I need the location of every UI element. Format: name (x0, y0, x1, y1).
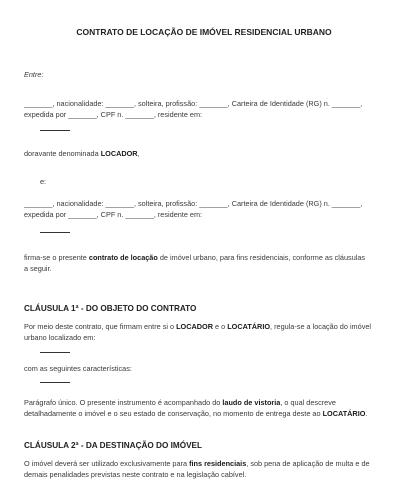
caracteristicas-text: com as seguintes características: (24, 364, 132, 373)
doravante-text: doravante denominada (24, 149, 101, 158)
paragrafo-text: Parágrafo único. O presente instrumento é acompanhado do (24, 398, 223, 407)
firma-paragraph (24, 252, 386, 274)
clause1-line2: urbano localizado em: (24, 333, 96, 342)
locatario-term: LOCATÁRIO (227, 322, 271, 331)
clause2-text-2: , sob pena de aplicação de multa e de (246, 459, 370, 468)
clause1-text: Por meio deste contrato, que firmam entre si o (24, 322, 177, 331)
paragrafo-punct: . (365, 409, 368, 418)
laudo-vistoria-term: laudo de vistoria (222, 398, 281, 407)
e-label: e: (40, 177, 47, 186)
contrato-locacao-term: contrato de locação (88, 253, 158, 262)
locatario-term-2: LOCATÁRIO (322, 409, 366, 418)
document-title: CONTRATO DE LOCAÇÃO DE IMÓVEL RESIDENCIAL URBANO (76, 27, 332, 37)
locador-term-2: LOCADOR (176, 322, 213, 331)
fins-residenciais-term: fins residenciais (189, 459, 247, 468)
clause2-paragraph (24, 458, 386, 480)
clause1-paragraph (24, 321, 386, 343)
clause1-text-2: e o (212, 322, 228, 331)
paragrafo-text-2: , o qual descreve (280, 398, 336, 407)
paragrafo-unico (24, 397, 386, 419)
party1-line2: expedida por _______, CPF n. _______, residente em: (24, 110, 203, 119)
party1-address-blank (40, 130, 70, 131)
clause2-text: O imóvel deverá ser utilizado exclusivamente para (24, 459, 190, 468)
clause1-heading: CLÁUSULA 1ª - DO OBJETO DO CONTRATO (24, 304, 197, 313)
party2-address-blank (40, 232, 70, 233)
firma-text: firma-se o presente (24, 253, 89, 262)
firma-text-cont: de imóvel urbano, para fins residenciais, conforme as cláusulas (157, 253, 366, 262)
doravante-punct: , (137, 149, 140, 158)
paragrafo-line2: detalhadamente o imóvel e o seu estado de conservação, no momento de entrega deste ao (24, 409, 323, 418)
caracteristicas-blank (40, 382, 70, 383)
locador-term: LOCADOR (100, 149, 138, 158)
party1-line1: _______, nacionalidade: _______, solteira, profissão: _______, Carteira de Identidade (RG) n. _______, (24, 99, 363, 108)
clause2-line2: demais penalidades previstas neste contrato e na legislação cabível. (24, 470, 247, 479)
clause2-heading: CLÁUSULA 2ª - DA DESTINAÇÃO DO IMÓVEL (24, 441, 203, 450)
firma-line2: a seguir. (24, 264, 52, 273)
party2-line2: expedida por _______, CPF n. _______, residente em: (24, 210, 203, 219)
entre-label: Entre: (24, 70, 44, 79)
doravante-locador (24, 148, 386, 159)
party2-line1: _______, nacionalidade: _______, solteira, profissão: _______, Carteira de Identidade (RG) n. _______, (24, 199, 363, 208)
clause1-address-blank (40, 352, 70, 353)
clause1-text-3: , regula-se a locação do imóvel (270, 322, 372, 331)
